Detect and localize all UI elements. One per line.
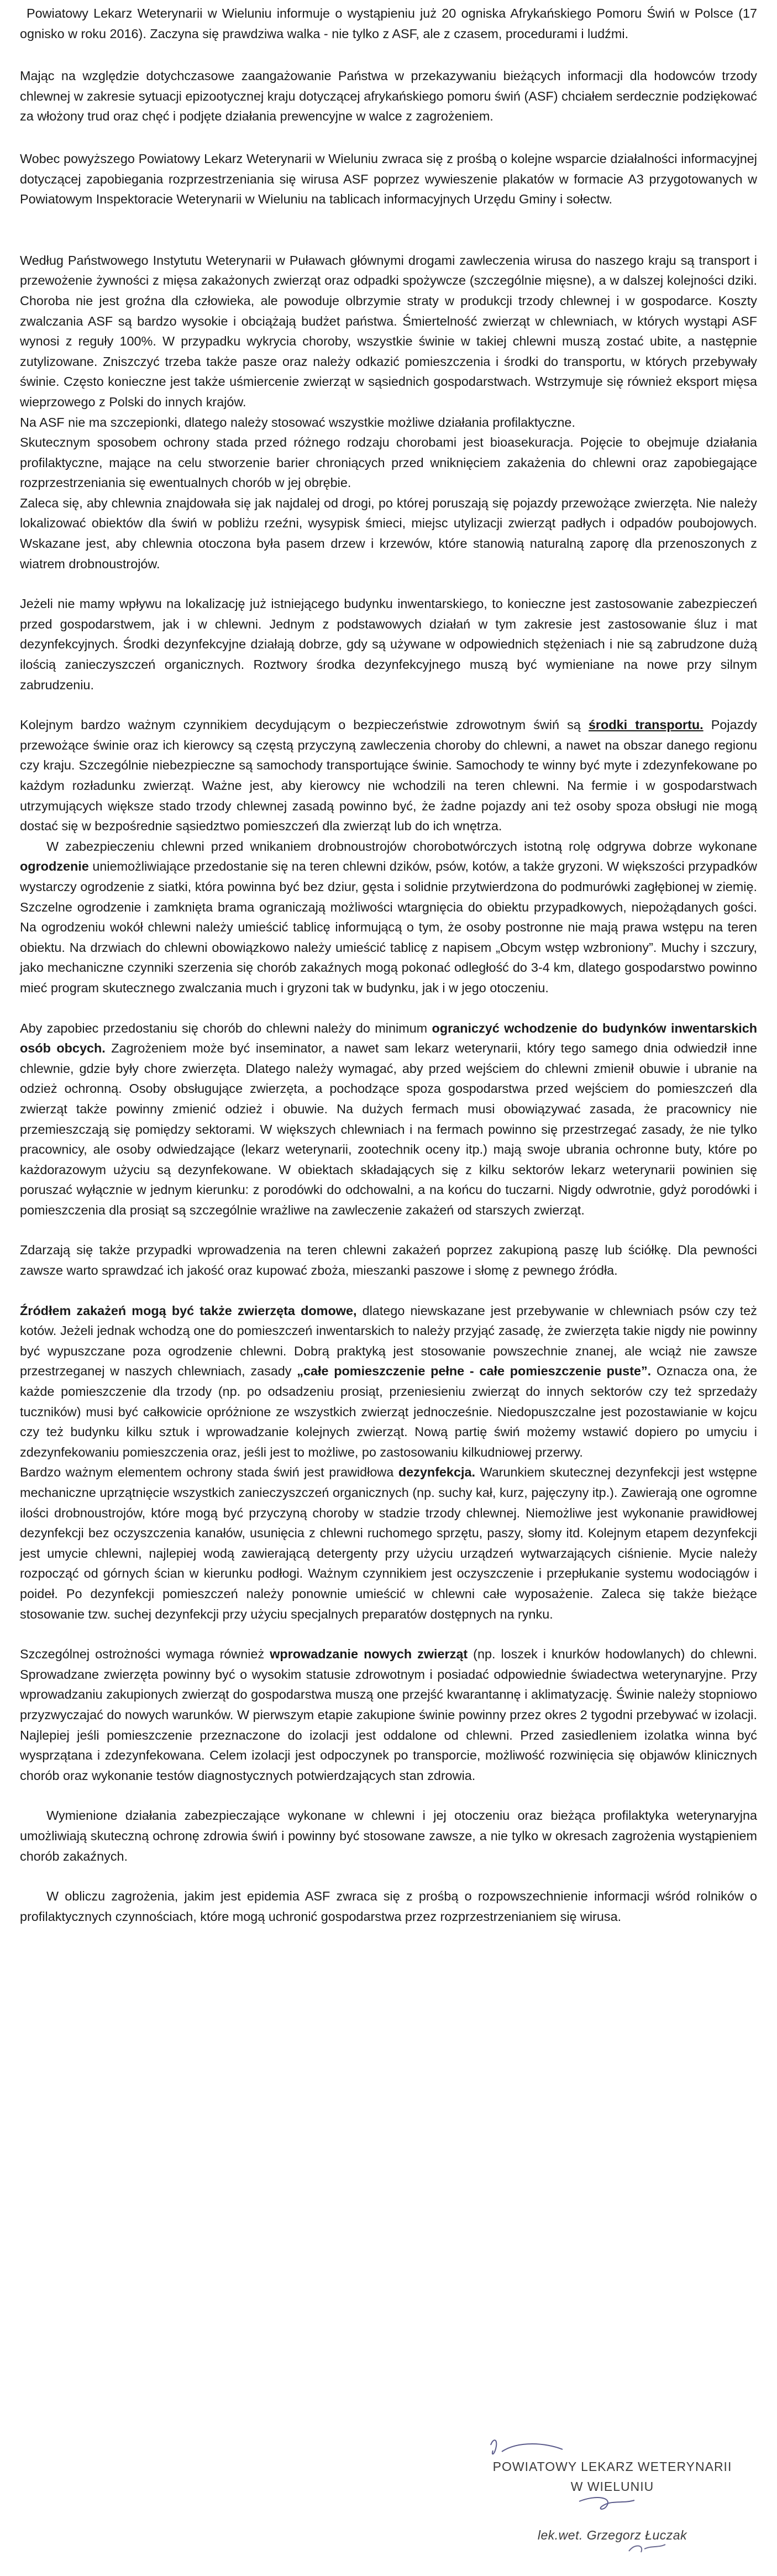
paragraph-thanks: Mając na względzie dotychczasowe zaangażowanie Państwa w przekazywaniu bieżących informacji dla hodowców trzody chlewnej w zakresie sytuacji epizootycznej kraju dotyczącej afrykańskiego pomoru świń (ASF) chciałem serdecznie podziękować za włożony trud oraz chęć i podjęte działania prewencyjne w walce z zagrożeniem. <box>20 69 757 124</box>
stamp-name: lek.wet. Grzegorz Łuczak <box>537 2528 687 2542</box>
paragraph-transport <box>20 715 757 836</box>
all-in-all-out-rule: „całe pomieszczenie pełne - całe pomieszczenie puste”. <box>297 1364 652 1379</box>
new-animals-emphasis: wprowadzanie nowych zwierząt <box>270 1647 468 1662</box>
fence-emphasis: ogrodzenie <box>20 859 89 874</box>
paragraph-request: Wobec powyższego Powiatowy Lekarz Weterynarii w Wieluniu zwraca się z prośbą o kolejne wsparcie działalności informacyjnej dotyczącej zapobiegania rozprzestrzeniania się wirusa ASF poprzez wywieszenie plakatów w formacie A3 przygotowanych w Powiatowym Inspektoracie Weterynarii w Wieluniu na tablicach informacyjnych Urzędu Gminy i sołectw. <box>20 151 757 207</box>
pets-text-1: dlatego niewskazane jest przebywanie w chlewniach psów czy też kotów. Jeżeli jednak wchodzą one do pomieszczeń inwentarskich to należy przyjąć zasadę, że zwierzęta takie nigdy nie powinny być wypuszczane poza ogrodzenie chlewni. Dobrą praktyką jest stosowanie powszechnie znanej, ale wciąż nie zawsze przestrzeganej w naszych chlewniach, zasady <box>20 1303 757 1379</box>
disinfection-text-2: Warunkiem skutecznej dezynfekcji jest wstępne mechaniczne uprzątnięcie wszystkich zanieczyszczeń organicznych (np. suchy kał, kurz, pajęczyny itp.). Zawierają one ogromne ilości drobnoustrojów, które mogą być przyczyną choroby w stadzie trzody chlewnej. Niemożliwe jest wykonanie prawidłowej dezynfekcji bez oczyszczenia kanałów, usunięcia z chlewni ruchomego sprzętu, paszy, słomy itd. Kolejnym etapem dezynfekcji jest umycie chlewni, najlepiej wodą zawierającą detergenty przy użyciu urządzeń wytwarzających ciśnienie. Mycie należy rozpocząć od górnych ścian w kierunku podłogi. Ważnym czynnikiem jest oczyszczenie i przepłukanie systemu wodociągów i poideł. Po dezynfekcji pomieszczeń należy ponownie umieścić w chlewni całe wyposażenie. Zaleca się także bieżące stosowanie tzw. suchej dezynfekcji przy użyciu specjalnych preparatów dostępnych na rynku. <box>20 1465 757 1621</box>
pets-text-2: Oznacza ona, że każde pomieszczenie dla trzody (np. po odsadzeniu prosiąt, przeniesieniu zwierząt do innych sektorów czy też sprzedaży tuczników) musi być całkowicie opróżnione ze wszystkich zwierząt jednocześnie. Niedopuszczalne jest pozostawianie w kojcu czy też budynku kilku sztuk i wprowadzanie kolejnych zwierząt. Nową partię świń możemy wstawić dopiero po umyciu i zdezynfekowaniu pomieszczenia oraz, jeśli jest to możliwe, po zastosowaniu kilkudniowej przerwy. <box>20 1364 757 1459</box>
paragraph-summary: Wymienione działania zabezpieczające wykonane w chlewni i jej otoczeniu oraz bieżąca profilaktyka weterynaryjna umożliwiają skuteczną ochronę zdrowia świń i powinny być stosowane zawsze, a nie tylko w okresach zagrożenia wystąpieniem chorób zakaźnych. <box>20 1808 757 1863</box>
paragraph-disinfection <box>20 1462 757 1624</box>
visitors-text-1: Aby zapobiec przedostaniu się chorób do chlewni należy do minimum <box>20 1020 432 1035</box>
disinfection-text-1: Bardzo ważnym elementem ochrony stada świń jest prawidłowa <box>20 1465 398 1480</box>
disinfection-emphasis: dezynfekcja. <box>398 1465 475 1480</box>
visitors-emphasis: ograniczyć wchodzenie do budynków inwentarskich osób obcych. <box>20 1020 757 1056</box>
paragraph-pets <box>20 1301 757 1463</box>
paragraph-feed: Zdarzają się także przypadki wprowadzenia na teren chlewni zakażeń poprzez zakupioną paszę lub ściółkę. Dla pewności zawsze warto sprawdzać ich jakość oraz kupować zboża, mieszanki paszowe i słomę z pewnego źródła. <box>20 1243 757 1278</box>
fence-text-1: W zabezpieczeniu chlewni przed wnikaniem drobnoustrojów chorobotwórczych istotną rolę odgrywa dobrze wykonane <box>46 839 757 854</box>
new-animals-text-1: Szczególnej ostrożności wymaga również <box>20 1647 270 1662</box>
paragraph-appeal: W obliczu zagrożenia, jakim jest epidemia ASF zwraca się z prośbą o rozpowszechnienie informacji wśród rolników o profilaktycznych czynnościach, które mogą uchronić gospodarstwa przez rozprzestrzenianiem się wirusa. <box>20 1889 757 1924</box>
handwritten-signature-icon <box>469 2435 756 2568</box>
paragraph-disinfection-mats: Jeżeli nie mamy wpływu na lokalizację już istniejącego budynku inwentarskiego, to konieczne jest zastosowanie zabezpieczeń przed gospodarstwem, jak i w chlewni. Jednym z podstawowych działań w tym zakresie jest zastosowanie śluz i mat dezynfekcyjnych. Środki dezynfekcyjne działają dobrze, gdy są używane w odpowiednich stężeniach i nie są zabrudzone dużą ilością zanieczyszczeń organicznych. Roztwory środka dezynfekcyjnego muszą być wymieniane na nowe przy silnym zabrudzeniu. <box>20 596 757 692</box>
transport-text-1: Kolejnym bardzo ważnym czynnikiem decydującym o bezpieczeństwie zdrowotnym świń są <box>20 718 589 732</box>
transport-emphasis: środki transportu. <box>588 718 704 732</box>
fence-text-2: uniemożliwiające przedostanie się na teren chlewni dzików, psów, kotów, a także gryzoni. W większości przypadków wystarczy ogrodzenie z siatki, która powinna być bez dziur, gęsta i solidnie przytwierdzona do podmurówki zagłębionej w ziemię. Szczelne ogrodzenie i zamknięta brama ograniczają możliwości wtargnięcia do obiektu przypadkowych, niepożądanych gości. Na ogrodzeniu wokół chlewni należy umieścić tablicę informującą o tym, że osoby postronne nie mają prawa wstępu na teren obiektu. Na drzwiach do chlewni obowiązkowo należy umieścić tablicę z napisem „Obcym wstęp wzbroniony”. Muchy i szczury, jako mechaniczne czynniki szerzenia się chorób zakaźnych mogą pokonać odległość do 3-4 km, dlatego gospodarstwo powinno mieć program skutecznego zwalczania much i gryzoni tak w budynku, jak i w jego otoczeniu. <box>20 859 757 995</box>
paragraph-new-animals <box>20 1644 757 1786</box>
paragraph-location: Zaleca się, aby chlewnia znajdowała się jak najdalej od drogi, po której poruszają się pojazdy przewożące zwierzęta. Nie należy lokalizować obiektów dla świń w pobliżu rzeźni, wysypisk śmieci, miejsc utylizacji zwierząt padłych i odpadów poubojowych. Wskazane jest, aby chlewnia otoczona była pasem drzew i krzewów, które stanowią naturalną zaporę dla przenoszonych z wiatrem drobnoustrojów. <box>20 495 757 571</box>
official-stamp-signature <box>469 2435 756 2568</box>
paragraph-intro: Powiatowy Lekarz Weterynarii w Wieluniu informuje o wystąpieniu już 20 ogniska Afrykańskiego Pomoru Świń w Polsce (17 ognisko w roku 2016). Zaczyna się prawdziwa walka - nie tylko z ASF, ale z czasem, procedurami i ludźmi. <box>20 6 757 41</box>
paragraph-no-vaccine: Na ASF nie ma szczepionki, dlatego należy stosować wszystkie możliwe działania profilaktyczne. <box>20 415 575 430</box>
visitors-text-2: Zagrożeniem może być inseminator, a nawet sam lekarz weterynarii, który tego samego dnia odwiedził inne chlewnie, gdzie były chore zwierzęta. Dlatego należy wymagać, aby przed wejściem do chlewni zmienił obuwie i ubranie na odzież ochronną. Osoby obsługujące zwierzęta, a pochodzące spoza gospodarstwa przed wejściem do pomieszczeń dla zwierząt także powinny zmienić odzież i obuwie. Na dużych fermach musi obowiązywać zasada, że pracownicy nie przemieszczają się pomiędzy sektorami. W większych chlewniach i na fermach powinno się przestrzegać zasady, że nie tylko pracownicy, ale osoby odwiedzające (lekarz weterynarii, zootechnik oceny itp.) mają swoje ubrania ochronne buty, które po każdorazowym użyciu są dezynfekowane. W obiektach składających się z kilku sektorów lekarz weterynarii powinien się poruszać wyłącznie w jednym kierunku: z porodówki do odchowalni, a na końcu do tuczarni. Nigdy odwrotnie, gdyż porodówki i pomieszczenia dla prosiąt są szczególnie wrażliwe na zawleczenie zakażeń od starszych zwierząt. <box>20 1041 757 1217</box>
paragraph-transmission: Według Państwowego Instytutu Weterynarii w Puławach głównymi drogami zawleczenia wirusa do naszego kraju są transport i przewożenie żywności z mięsa zakażonych zwierząt oraz odpadki spożywcze (szczególnie mięsne), a w dalszej kolejności dziki. Choroba nie jest groźna dla człowieka, ale powoduje olbrzymie straty w produkcji trzody chlewnej i w gospodarce. Koszty zwalczania ASF są bardzo wysokie i obciążają budżet państwa. Śmiertelność zwierząt w chlewniach, w których wystąpi ASF wynosi z reguły 100%. W przypadku wykrycia choroby, wszystkie świnie w takiej chlewni muszą zostać ubite, a następnie zutylizowane. Zniszczyć trzeba także pasze oraz należy odkazić pomieszczenia i środki do transportu, w których przebywały świnie. Często konieczne jest także uśmiercenie zwierząt w sąsiednich gospodarstwach. Wstrzymuje się również eksport mięsa wieprzowego z Polski do innych krajów. <box>20 253 757 409</box>
stamp-location: W WIELUNIU <box>570 2479 654 2494</box>
document-body <box>20 3 757 1926</box>
paragraph-biosecurity: Skutecznym sposobem ochrony stada przed różnego rodzaju chorobami jest bioasekuracja. Pojęcie to obejmuje działania profilaktyczne, mające na celu stworzenie barier chroniących przed wniknięciem zakażenia do chlewni oraz zapobiegające rozprzestrzeniania się ewentualnych chorób w jej obrębie. <box>20 435 757 490</box>
stamp-title: POWIATOWY LEKARZ WETERYNARII <box>492 2459 732 2474</box>
transport-text-2: Pojazdy przewożące świnie oraz ich kierowcy są częstą przyczyną zawleczenia choroby do chlewni, a nawet na obszar danego regionu czy kraju. Szczególnie niebezpieczne są samochody transportujące świnie. Samochody te winny być myte i zdezynfekowane po każdym rozładunku zwierząt. Ważne jest, aby kierowcy nie wchodzili na teren chlewni. Na fermie i w gospodarstwach utrzymujących większe stado trzody chlewnej zasadą powinno być, że żadne pojazdy ani też osoby spoza obsługi nie mogą dostać się w bezpośrednie sąsiedztwo pomieszczeń dla zwierząt lub do ich wnętrza. <box>20 718 757 834</box>
new-animals-text-2: (np. loszek i knurków hodowlanych) do chlewni. Sprowadzane zwierzęta powinny być o wysokim statusie zdrowotnym i posiadać odpowiednie świadectwa weterynaryjne. Przy wprowadzaniu zakupionych zwierząt do gospodarstwa muszą one przejść kwarantannę i aklimatyzację. Świnie należy stopniowo przyzwyczajać do nowych warunków. W pierwszym etapie zakupione świnie powinny przez okres 2 tygodni przebywać w izolacji. Najlepiej jeśli pomieszczenie przeznaczone do izolacji jest oddalone od chlewni. Przed zasiedleniem izolatka winna być wysprzątana i zdezynfekowana. Celem izolacji jest odpoczynek po transporcie, możliwość rozwinięcia się objawów klinicznych chorób oraz wykonanie testów diagnostycznych potwierdzających stan zdrowia. <box>20 1647 758 1783</box>
paragraph-fence <box>20 836 757 998</box>
pets-emphasis: Źródłem zakażeń mogą być także zwierzęta domowe, <box>20 1303 357 1318</box>
paragraph-visitors <box>20 1018 757 1221</box>
